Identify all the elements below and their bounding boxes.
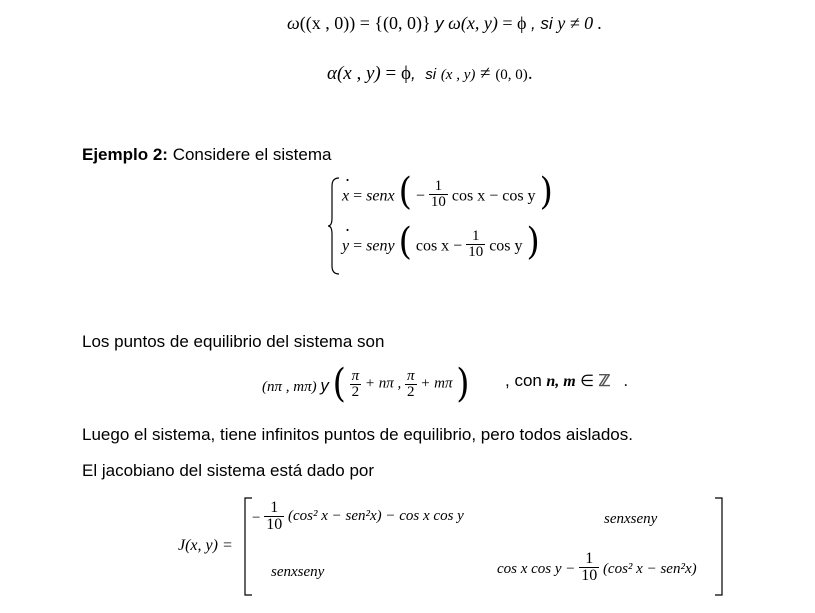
jacobian-intro: El jacobiano del sistema está dado por bbox=[82, 461, 375, 480]
a11-expression: (cos² x − sen²x) − cos x cos y bbox=[287, 507, 464, 524]
con-label: , con bbox=[505, 371, 542, 390]
minus: − bbox=[453, 237, 463, 255]
cond-rhs: (0, 0) bbox=[495, 67, 528, 83]
var-x: x bbox=[342, 187, 350, 205]
alpha-arg: (x , y) bbox=[336, 63, 381, 84]
point-1: (nπ , mπ) bbox=[262, 379, 317, 396]
equals-phi: = ϕ bbox=[502, 13, 527, 33]
cos-x: cos x bbox=[415, 237, 450, 255]
conj-y: y bbox=[320, 376, 329, 396]
alpha-empty-line bbox=[327, 63, 533, 85]
integer-vars: n, m bbox=[546, 373, 576, 390]
numerator: 1 bbox=[471, 227, 480, 244]
si-label: , si bbox=[530, 14, 553, 33]
denominator: 10 bbox=[581, 567, 598, 584]
dot-accent: · bbox=[345, 170, 350, 190]
minus-cos-y: − cos y bbox=[489, 187, 536, 205]
comma: , bbox=[410, 64, 416, 83]
numerator: 1 bbox=[270, 499, 279, 516]
not-equal: ≠ bbox=[480, 63, 491, 84]
example-text: Considere el sistema bbox=[172, 145, 332, 164]
minus: − bbox=[252, 509, 261, 526]
fraction-1-10 bbox=[264, 500, 284, 533]
jacobian-a12: senxseny bbox=[604, 511, 658, 527]
denominator: 10 bbox=[430, 193, 446, 210]
fraction-pi-2 bbox=[350, 369, 362, 400]
fraction-1-10 bbox=[429, 179, 448, 210]
cos-x: cos x bbox=[451, 187, 486, 205]
sine-term: seny bbox=[366, 237, 395, 255]
var-y: y bbox=[342, 237, 350, 255]
jacobian-a11 bbox=[252, 500, 464, 533]
equals: = bbox=[353, 187, 363, 205]
alpha-symbol: α bbox=[327, 63, 337, 84]
equals: = bbox=[359, 13, 370, 33]
jacobian-a21: senxseny bbox=[271, 564, 325, 580]
omega-empty-line bbox=[287, 13, 602, 34]
jacobian-a22 bbox=[497, 551, 697, 584]
plus-m-pi: + mπ bbox=[420, 375, 453, 392]
denominator: 10 bbox=[266, 516, 283, 533]
fraction-pi-2-b bbox=[405, 369, 417, 400]
sine-term: senx bbox=[366, 187, 395, 205]
element-of: ∈ bbox=[580, 373, 595, 390]
infinite-points-text: Luego el sistema, tiene infinitos puntos de equilibrio, pero todos aislados. bbox=[82, 425, 633, 444]
equals: = bbox=[353, 237, 363, 255]
jacobian-lhs: J(x, y) = bbox=[178, 537, 233, 554]
equilibrium-points: (nπ , mπ) y ( $\frac{\pi}{2}$ + nπ , $\frac{\pi}{2}$ + mπ ) bbox=[262, 361, 470, 407]
jacobian-bracket-right bbox=[714, 497, 724, 597]
equilibrium-intro: Los puntos de equilibrio del sistema son bbox=[82, 332, 385, 351]
example-label: Ejemplo 2: bbox=[82, 145, 168, 164]
minus: − bbox=[415, 187, 425, 205]
fraction-1-10 bbox=[579, 551, 599, 584]
cos-y: cos y bbox=[489, 237, 523, 255]
system-brace bbox=[328, 176, 342, 276]
a22-expression: (cos² x − sen²x) bbox=[602, 560, 697, 577]
a22-prefix: cos x cos y − bbox=[497, 560, 576, 577]
origin-set: {(0, 0)} bbox=[374, 13, 431, 33]
period: . bbox=[527, 63, 533, 84]
integers-symbol: ℤ bbox=[598, 373, 611, 390]
fraction-1-10 bbox=[466, 229, 485, 260]
denominator: 10 bbox=[468, 243, 484, 260]
condition: y ≠ 0 . bbox=[557, 13, 603, 33]
equilibrium-condition bbox=[505, 371, 628, 391]
omega-arg-2: (x, y) bbox=[460, 13, 498, 33]
plus-n-pi: + nπ , bbox=[364, 375, 402, 392]
omega-arg: ((x , 0)) bbox=[299, 13, 356, 33]
denominator: 2 bbox=[350, 384, 362, 400]
omega-symbol: ω bbox=[287, 13, 300, 33]
si-label: si bbox=[425, 66, 437, 83]
conj-y: y bbox=[435, 14, 444, 33]
example-heading bbox=[82, 145, 331, 165]
dot-accent: · bbox=[345, 220, 350, 240]
numerator: π bbox=[407, 367, 415, 384]
equals-phi: = ϕ bbox=[385, 63, 411, 84]
numerator: 1 bbox=[585, 550, 594, 567]
denominator: 2 bbox=[405, 384, 417, 400]
cond-lhs: (x , y) bbox=[440, 67, 476, 83]
numerator: 1 bbox=[434, 177, 443, 194]
period: . bbox=[623, 373, 628, 390]
numerator: π bbox=[351, 367, 360, 384]
omega-symbol-2: ω bbox=[448, 13, 461, 33]
